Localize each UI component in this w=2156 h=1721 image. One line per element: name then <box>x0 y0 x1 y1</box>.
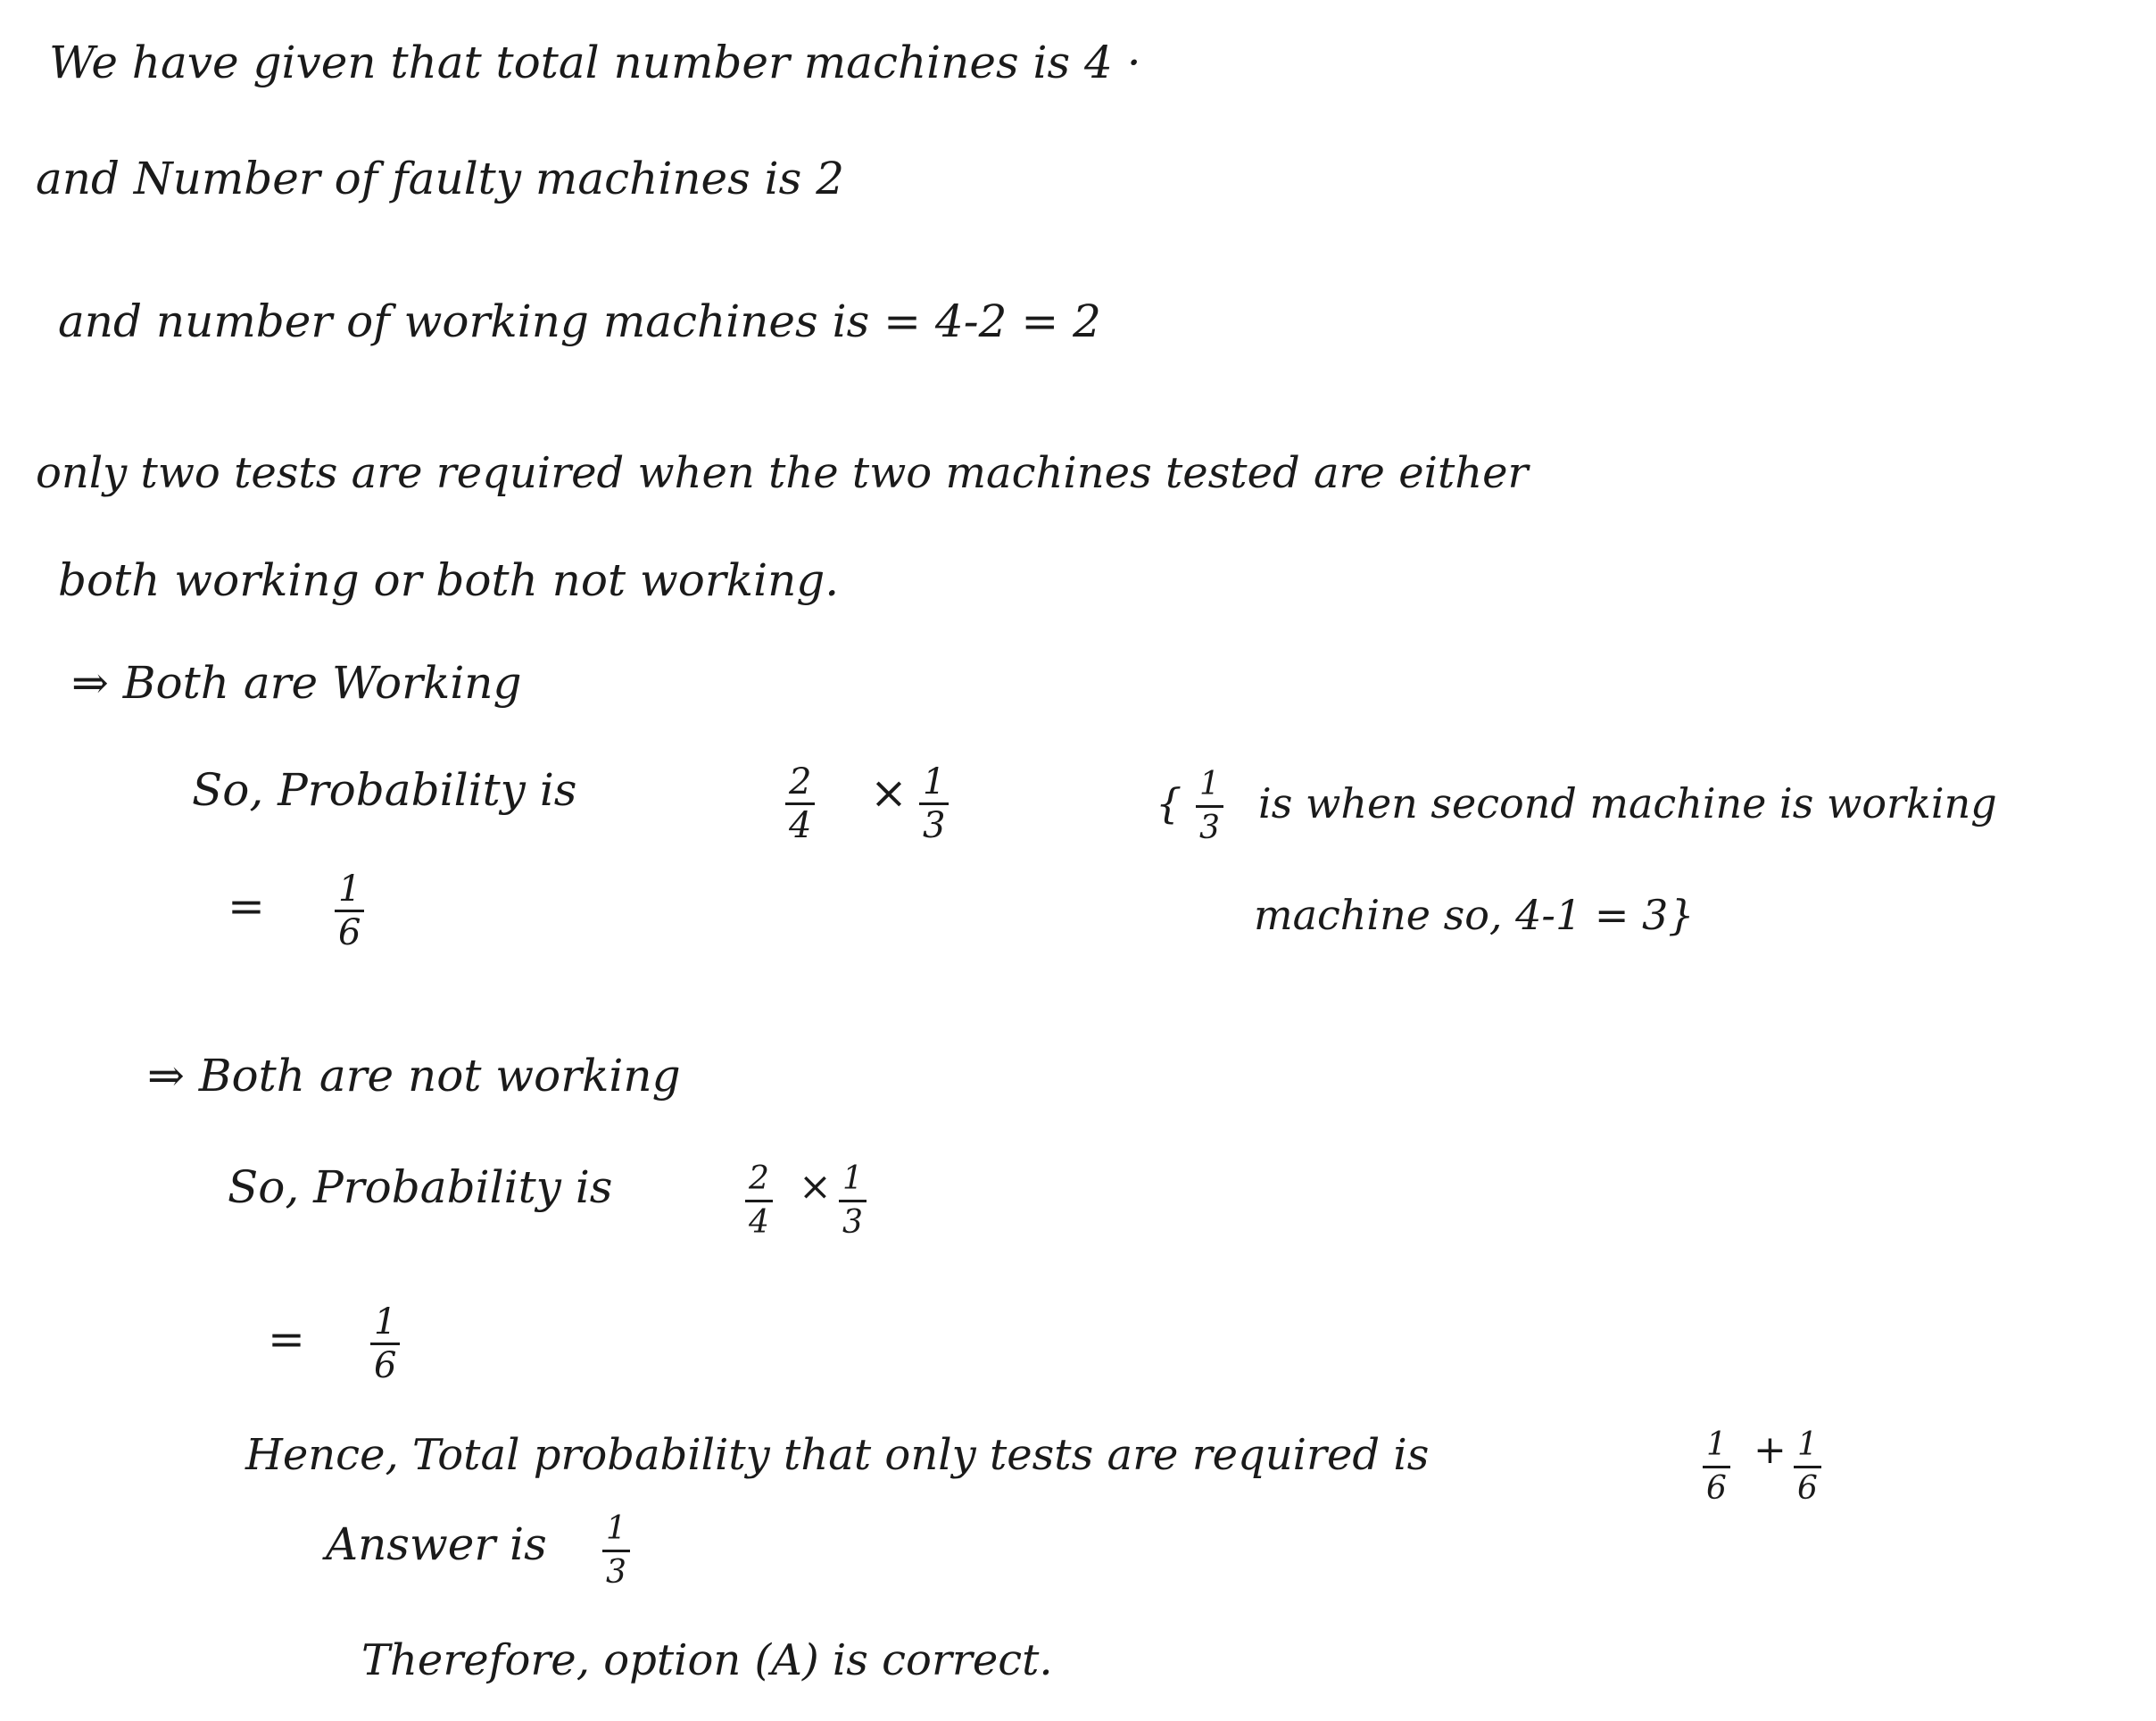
denominator: 6 <box>374 1345 397 1386</box>
numerator: 1 <box>370 1303 400 1345</box>
times-symbol: × <box>799 1164 832 1210</box>
given-working-machines: and number of working machines is = 4-2 = 2 <box>58 295 1101 347</box>
equals-sign: = <box>228 880 265 932</box>
denominator: 6 <box>1797 1470 1818 1507</box>
denominator: 3 <box>1199 810 1220 846</box>
note-open-brace: { <box>1156 779 1182 827</box>
fraction-two-fourths <box>745 1160 773 1242</box>
denominator: 3 <box>923 805 946 846</box>
plus-symbol: + <box>1754 1427 1787 1473</box>
numerator: 1 <box>839 1160 867 1202</box>
numerator: 1 <box>1794 1426 1821 1468</box>
condition-line-2: both working or both not working. <box>58 554 840 606</box>
case-not-working-probability-label: So, Probability is <box>228 1161 613 1213</box>
numerator: 1 <box>602 1510 630 1552</box>
given-faulty-machines: and Number of faulty machines is 2 <box>36 153 845 204</box>
equals-sign: = <box>268 1313 305 1365</box>
fraction-one-sixth <box>1794 1426 1821 1508</box>
numerator: 1 <box>1196 766 1223 808</box>
numerator: 1 <box>919 763 949 805</box>
numerator: 2 <box>745 1160 773 1202</box>
fraction-one-third <box>839 1160 867 1242</box>
total-probability-statement: Hence, Total probability that only tests are required is <box>245 1430 1430 1480</box>
case-working-probability-label: So, Probability is <box>192 764 577 816</box>
numerator: 1 <box>335 870 364 912</box>
conclusion-statement: Therefore, option (A) is correct. <box>361 1635 1053 1685</box>
note-text-line-2: machine so, 4-1 = 3} <box>1254 891 1695 939</box>
denominator: 4 <box>789 805 812 846</box>
numerator: 2 <box>785 763 815 805</box>
denominator: 3 <box>606 1554 626 1591</box>
times-symbol: × <box>870 767 908 819</box>
fraction-result-one-sixth <box>370 1303 400 1384</box>
denominator: 6 <box>1706 1470 1727 1507</box>
given-total-machines: We have given that total number machines is 4 · <box>49 37 1141 88</box>
answer-fraction-one-third <box>602 1510 630 1592</box>
note-fraction-one-third <box>1196 766 1223 847</box>
denominator: 3 <box>842 1204 863 1241</box>
numerator: 1 <box>1703 1426 1730 1468</box>
case-both-working-heading: ⇒ Both are Working <box>71 657 522 709</box>
note-text-line-1: is when second machine is working <box>1258 779 1997 827</box>
fraction-one-third <box>919 763 949 844</box>
denominator: 6 <box>338 912 361 953</box>
case-both-not-working-heading: ⇒ Both are not working <box>147 1050 681 1102</box>
fraction-one-sixth <box>1703 1426 1730 1508</box>
denominator: 4 <box>749 1204 769 1241</box>
condition-line-1: only two tests are required when the two machines tested are either <box>36 448 1529 498</box>
fraction-two-fourths <box>785 763 815 844</box>
answer-label: Answer is <box>326 1518 547 1570</box>
fraction-result-one-sixth <box>335 870 364 952</box>
